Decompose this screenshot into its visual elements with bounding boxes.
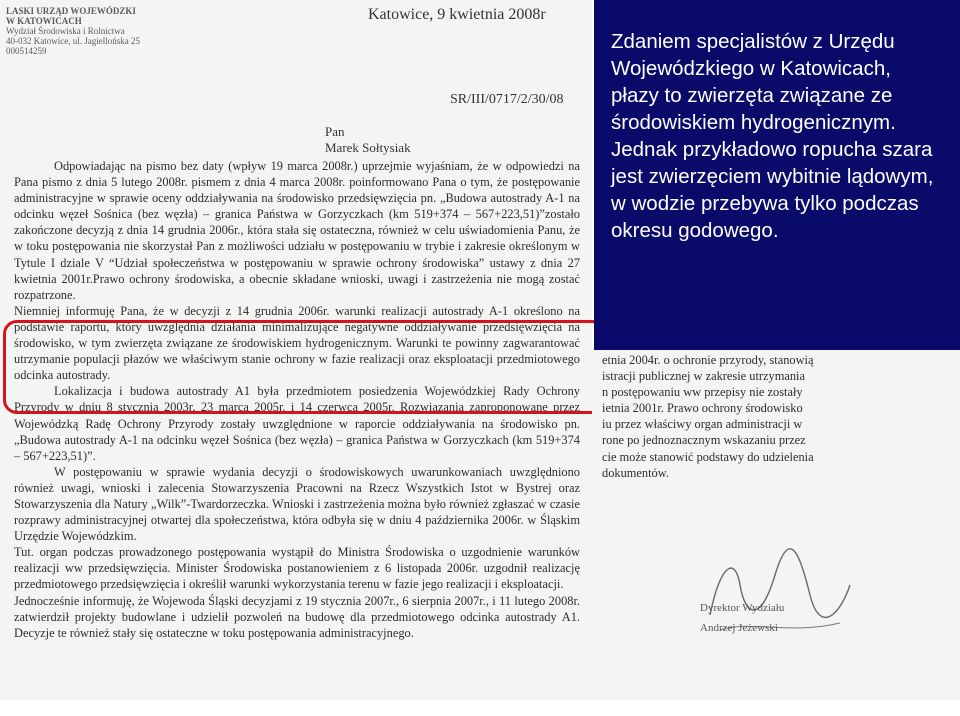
reference-number: SR/III/0717/2/30/08 bbox=[450, 92, 564, 107]
continuation-line: istracji publicznej w zakresie utrzymania bbox=[602, 369, 805, 384]
paragraph: Lokalizacja i budowa autostrady A1 była przedmiotem posiedzenia Wojewódzkiej Rady Ochrony Przyrody w dniu 8 stycznia 2003r, 23 marca 2005r. i 14 czerwca 2005r. Rozwiązania zaproponowane przez Wojewódzką Radę Ochrony Przyrody zostały uwzględnione w raporcie oddziaływania na środowisko pn. „Budowa autostrady A-1 na odcinku węzeł Sośnica (bez węzła) – granica Państwa w Gorzyczkach (km 519+374 – 567+223,51)”. bbox=[14, 384, 580, 463]
bottom-margin bbox=[0, 700, 960, 716]
addressee-line: Marek Sołtysiak bbox=[325, 140, 411, 155]
paragraph: Tut. organ podczas prowadzonego postępowania wystąpił do Ministra Środowiska o uzgodnienie warunków realizacji ww przedsięwzięcia. Minister Środowiska postanowieniem z 6 listopada 2006r. uzgodnił realizację przedmiotowego przedsięwzięcia i określił warunki wykorzystania terenu w fazie jego realizacji i eksploatacji. bbox=[14, 545, 580, 592]
letterhead-line: 40-032 Katowice, ul. Jagiellońska 25 bbox=[6, 36, 140, 46]
addressee-line: Pan bbox=[325, 124, 345, 139]
continuation-line: iu przez właściwy organ administracji w bbox=[602, 417, 803, 432]
callout-text: Zdaniem specjalistów z Urzędu Wojewódzkiego w Katowicach, płazy to zwierzęta związane ze środowiskiem hydrogenicznym. Jednak przykładowo ropucha szara jest zwierzęciem wybitnie lądowym, w wodzie przebywa tylko podczas okresu godowego. bbox=[611, 30, 934, 242]
letterhead-line: 000514259 bbox=[6, 46, 47, 56]
continuation-line: dokumentów. bbox=[602, 465, 669, 480]
paragraph: W postępowaniu w sprawie wydania decyzji o środowiskowych uwarunkowaniach uwzględniono również uwagi, wnioski i zalecenia Stowarzyszenia Pracowni na Rzecz Wszystkich Istot w Bystrej oraz Stowarzyszenia dla Natury „Wilk”-Twardorzeczka. Wnioski i zastrzeżenia można było również zgłaszać w czasie rozprawy administracyjnej otwartej dla społeczeństwa, która odbyła się w dniu 4 października 2006r. w Śląskim Urzędzie Wojewódzkim. bbox=[14, 464, 580, 544]
signature-name: Andrzej Jeżewski bbox=[700, 622, 778, 634]
paragraph: Jednocześnie informuję, że Wojewoda Śląski decyzjami z 19 stycznia 2007r., 6 sierpnia 2007r., i 11 lutego 2008r. zatwierdził projekty budowlane i udzielił pozwoleń na budowę dla przedmiotowego odcinka autostrady A1. Decyzje te również stały się ostateczne w toku postępowania administracyjnego. bbox=[14, 593, 580, 640]
signature-title: Dyrektor Wydziału bbox=[700, 602, 785, 614]
letterhead-line: Wydział Środowiska i Rolnictwa bbox=[6, 26, 125, 36]
addressee bbox=[325, 124, 411, 156]
letterhead-line: W KATOWICACH bbox=[6, 16, 82, 26]
paragraph: Odpowiadając na pismo bez daty (wpływ 19 marca 2008r.) uprzejmie wyjaśniam, że w odpowiedzi na Pana pismo z dnia 5 lutego 2008r. pismem z dnia 4 marca 2008r. poinformowano Pana o tym, że postępowanie administracyjne w sprawie oceny oddziaływania na środowisko przedsięwzięcia pn. „Budowa autostrady A-1 na odcinku węzeł Sośnica (bez węzła) – granica Państwa w Gorzyczkach (km 519+374 – 567+223,51)”zostało zakończone decyzją z dnia 14 grudnia 2006r., która stała się ostateczna, również w celu uświadomienia Panu, że w toku postępowania nie skorzystał Pan z możliwości udziału w postępowaniu w trybie i zakresie określonym w Tytule I dziale V “Udział społeczeństwa w postępowaniu w sprawie ochrony środowiska” ustawy z dnia 27 kwietnia 2001r.Prawo ochrony środowiska, a obecnie składane wnioski, uwagi i zastrzeżenia nie mogą zostać rozpatrzone. bbox=[14, 159, 580, 302]
continuation-line: rone po jednoznacznym wskazaniu przez bbox=[602, 433, 806, 448]
continuation-line: etnia 2004r. o ochronie przyrody, stanowią bbox=[602, 353, 814, 367]
highlight-frame bbox=[3, 320, 606, 414]
continuation-line: n postępowaniu ww przepisy nie zostały bbox=[602, 385, 803, 400]
continuation-line: cie może stanowić podstawy do udzielenia bbox=[602, 449, 814, 464]
letterhead bbox=[6, 6, 166, 56]
paragraph: Niemniej informuję Pana, że w decyzji z 14 grudnia 2006r. warunki realizacji autostrady A-1 określono na podstawie raportu, który uwzględnia działania minimalizujące negatywne oddziaływanie przedsięwzięcia na środowisko, w tym zwierzęta związane ze środowiskiem hydrogenicznym. Warunki te powinny zagwarantować utrzymanie populacji płazów we właściwym stanie ochrony w fazie realizacji oraz eksploatacji przedmiotowego odcinka autostrady. bbox=[14, 303, 580, 383]
place-date: Katowice, 9 kwietnia 2008r bbox=[368, 6, 546, 23]
signature-block bbox=[700, 598, 784, 638]
callout-box bbox=[594, 0, 960, 350]
letterhead-line: LASKI URZĄD WOJEWÓDZKI bbox=[6, 6, 136, 16]
continuation-text bbox=[602, 352, 954, 481]
continuation-line: ietnia 2001r. Prawo ochrony środowisko bbox=[602, 401, 803, 416]
